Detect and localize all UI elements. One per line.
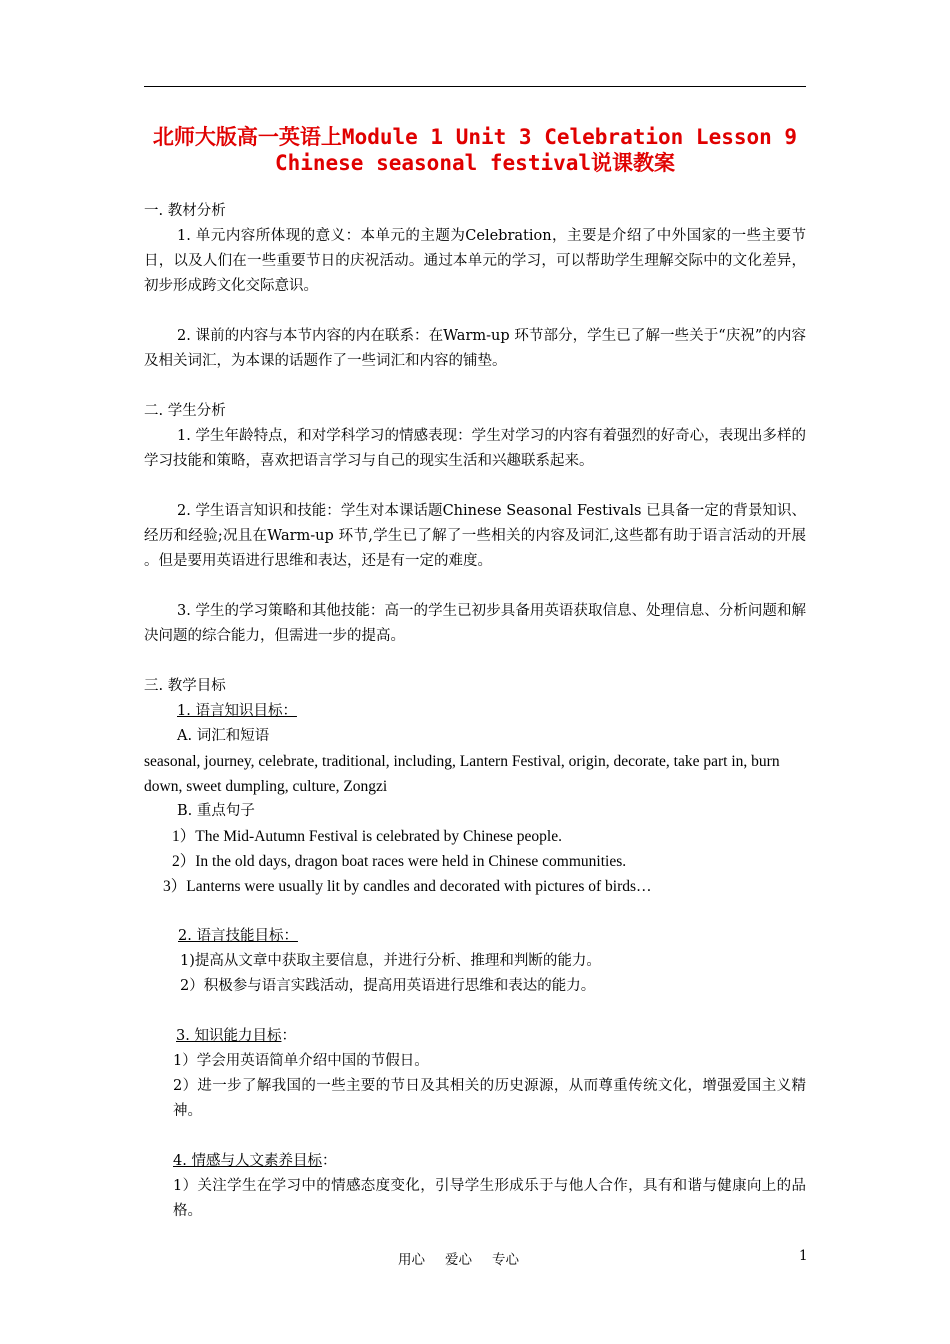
section-1-heading: 一. 教材分析 — [144, 203, 226, 219]
section-2-paragraph-3: 3. 学生的学习策略和其他技能：高一的学生已初步具备用英语获取信息、处理信息、分析问题和解决问题的综合能力，但需进一步的提高。 — [144, 603, 806, 644]
title-line-2: Chinese seasonal festival说课教案 — [274, 151, 676, 175]
key-sentence-1: 1）The Mid-Autumn Festival is celebrated by Chinese people. — [172, 828, 562, 845]
goal-1-vocab-heading: A. 词汇和短语 — [177, 728, 270, 744]
section-2-paragraph-2: 2. 学生语言知识和技能：学生对本课话题Chinese Seasonal Festivals 已具备一定的背景知识、经历和经验;况且在Warm-up 环节,学生已了解了一些相关的内容及词汇,这些都有助于语言活动的开展 。但是要用英语进行思维和表达，还是有一定的难度。 — [144, 503, 806, 569]
section-1-paragraph-1: 1. 单元内容所体现的意义：本单元的主题为Celebration，主要是介绍了中外国家的一些主要节日，以及人们在一些重要节日的庆祝活动。通过本单元的学习，可以帮助学生理解交际中的文化差异，初步形成跨文化交际意识。 — [144, 228, 806, 294]
key-sentence-2: 2）In the old days, dragon boat races were held in Chinese communities. — [172, 853, 627, 870]
section-1-paragraph-2: 2. 课前的内容与本节内容的内在联系：在Warm-up 环节部分，学生已了解一些关于“庆祝”的内容及相关词汇，为本课的话题作了一些词汇和内容的铺垫。 — [144, 328, 806, 369]
header-rule — [144, 86, 806, 87]
section-3-heading: 三. 教学目标 — [144, 678, 226, 694]
vocabulary-list: seasonal, journey, celebrate, traditional, including, Lantern Festival, origin, decorate, take part in, burn down, sweet dumpling, culture, Zongzi — [144, 753, 780, 795]
section-2-paragraph-1: 1. 学生年龄特点，和对学科学习的情感表现：学生对学习的内容有着强烈的好奇心，表现出多样的学习技能和策略，喜欢把语言学习与自己的现实生活和兴趣联系起来。 — [144, 428, 806, 469]
goal-2-item-2: 2）积极参与语言实践活动，提高用英语进行思维和表达的能力。 — [180, 978, 596, 994]
document-body — [144, 199, 806, 1224]
title-line-1: 北师大版高一英语上Module 1 Unit 3 Celebration Lesson 9 — [152, 125, 798, 149]
goal-2-item-1: 1)提高从文章中获取主要信息，并进行分析、推理和判断的能力。 — [180, 953, 601, 969]
footer-motto: 用心 爱心 专心 — [398, 1252, 519, 1268]
page-number: 1 — [799, 1248, 808, 1264]
goal-4-title: 4. 情感与人文素养目标： — [173, 1153, 337, 1169]
key-sentence-3: 3）Lanterns were usually lit by candles and decorated with pictures of birds… — [163, 878, 652, 895]
goal-1-sentence-heading: B. 重点句子 — [177, 803, 255, 819]
goal-1-title: 1. 语言知识目标： — [177, 703, 297, 719]
document-title — [144, 124, 806, 176]
goal-3-item-1: 1）学会用英语简单介绍中国的节假日。 — [173, 1053, 429, 1069]
goal-4-item-1: 1）关注学生在学习中的情感态度变化，引导学生形成乐于与他人合作，具有和谐与健康向上的品格。 — [173, 1178, 806, 1219]
goal-3-item-2: 2）进一步了解我国的一些主要的节日及其相关的历史源源，从而尊重传统文化，增强爱国主义精神。 — [173, 1078, 806, 1119]
goal-2-title: 2. 语言技能目标： — [178, 928, 298, 944]
goal-3-title: 3. 知识能力目标： — [176, 1028, 296, 1044]
section-2-heading: 二. 学生分析 — [144, 403, 226, 419]
